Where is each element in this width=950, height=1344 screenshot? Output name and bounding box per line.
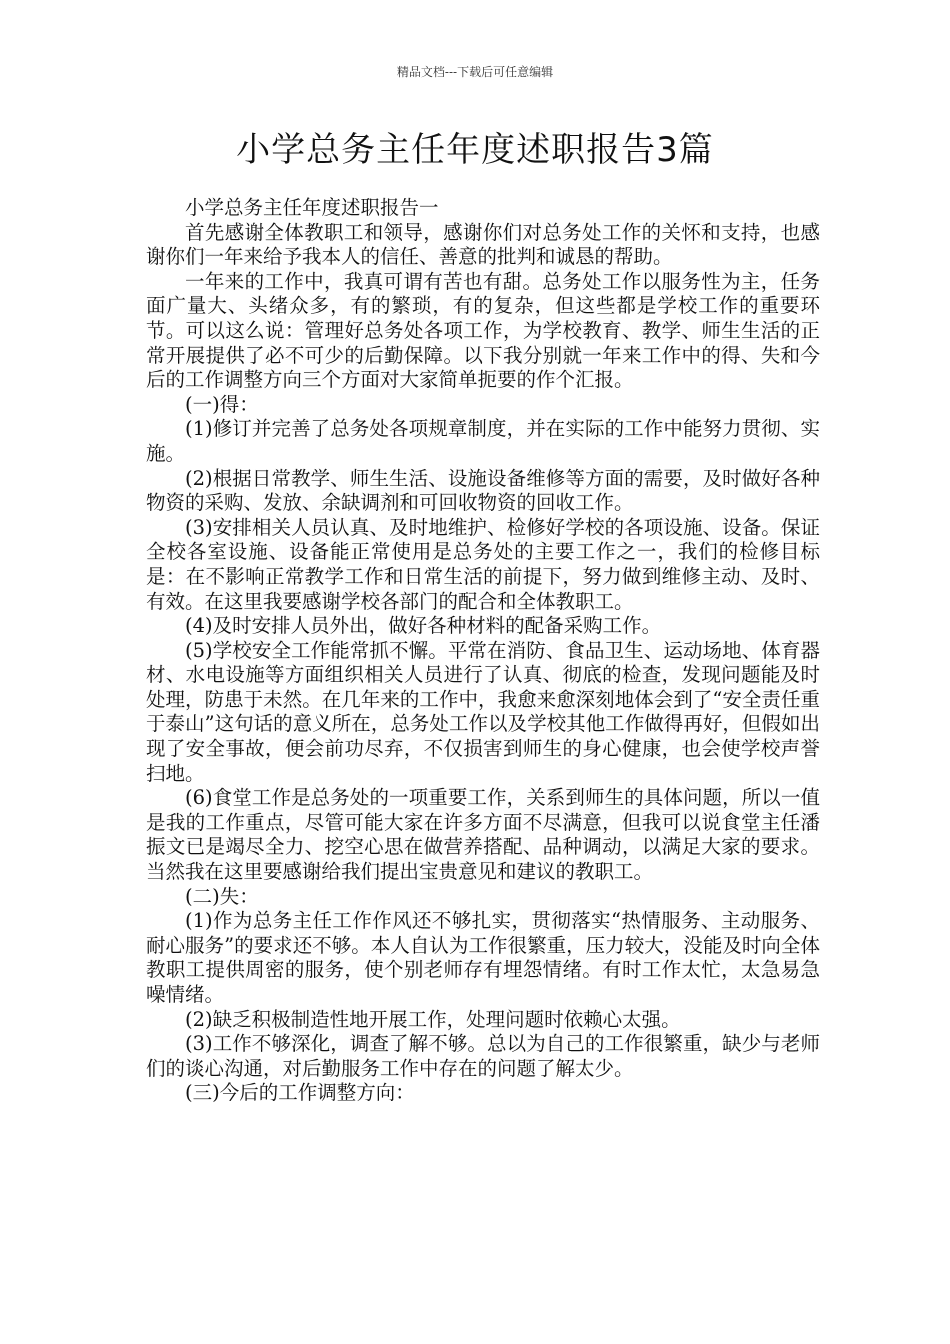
paragraph: (3)工作不够深化，调查了解不够。总以为自己的工作很繁重，缺少与老师们的谈心沟通，对后勤服务工作中存在的问题了解太少。 [146,1032,820,1080]
paragraph: 首先感谢全体教职工和领导，感谢你们对总务处工作的关怀和支持，也感谢你们一年来给予我本人的信任、善意的批判和诚恳的帮助。 [146,220,820,269]
paragraph: (2)根据日常教学、师生生活、设施设备维修等方面的需要，及时做好各种物资的采购、发放、余缺调剂和可回收物资的回收工作。 [146,466,820,515]
paragraph-section-heading: 小学总务主任年度述职报告一 [185,196,439,219]
paragraph: (2)缺乏积极制造性地开展工作，处理问题时依赖心太强。 [185,1007,681,1031]
paragraph-subheading: (一)得： [185,392,259,416]
paragraph: (6)食堂工作是总务处的一项重要工作，关系到师生的具体问题，所以一值是我的工作重点，尽管可能大家在许多方面不尽满意，但我可以说食堂主任潘振文已是竭尽全力、挖空心思在做营养搭配、品种调动，以满足大家的要求。当然我在这里要感谢给我们提出宝贵意见和建议的教职工。 [146,786,820,884]
page-header: 精品文档---下载后可任意编辑 [396,65,554,79]
paragraph: (4)及时安排人员外出，做好各种材料的配备采购工作。 [185,614,662,638]
document-title: 小学总务主任年度述职报告3篇 [236,130,714,170]
paragraph-subheading: (三)今后的工作调整方向： [185,1081,415,1105]
document-body [146,196,820,1106]
paragraph: (5)学校安全工作能常抓不懈。平常在消防、食品卫生、运动场地、体育器材、水电设施等方面组织相关人员进行了认真、彻底的检查，发现问题能及时处理，防患于未然。在几年来的工作中，我愈来愈深刻地体会到了“安全责任重于泰山”这句话的意义所在，总务处工作以及学校其他工作做得再好，但假如出现了安全事故，便会前功尽弃，不仅损害到师生的身心健康，也会使学校声誉扫地。 [146,638,820,785]
paragraph: 一年来的工作中，我真可谓有苦也有甜。总务处工作以服务性为主，任务面广量大、头绪众多，有的繁琐，有的复杂，但这些都是学校工作的重要环节。可以这么说：管理好总务处各项工作，为学校教育、教学、师生生活的正常开展提供了必不可少的后勤保障。以下我分别就一年来工作中的得、失和今后的工作调整方向三个方面对大家简单扼要的作个汇报。 [146,269,820,392]
paragraph: (1)修订并完善了总务处各项规章制度，并在实际的工作中能努力贯彻、实施。 [146,417,820,465]
paragraph: (1)作为总务主任工作作风还不够扎实，贯彻落实“热情服务、主动服务、耐心服务”的要求还不够。本人自认为工作很繁重，压力较大，没能及时向全体教职工提供周密的服务，使个别老师存有埋怨情绪。有时工作太忙，太急易急噪情绪。 [146,909,820,1006]
paragraph: (3)安排相关人员认真、及时地维护、检修好学校的各项设施、设备。保证全校各室设施、设备能正常使用是总务处的主要工作之一，我们的检修目标是：在不影响正常教学工作和日常生活的前提下，努力做到维修主动、及时、有效。在这里我要感谢学校各部门的配合和全体教职工。 [146,515,820,613]
paragraph-subheading: (二)失： [185,884,259,908]
